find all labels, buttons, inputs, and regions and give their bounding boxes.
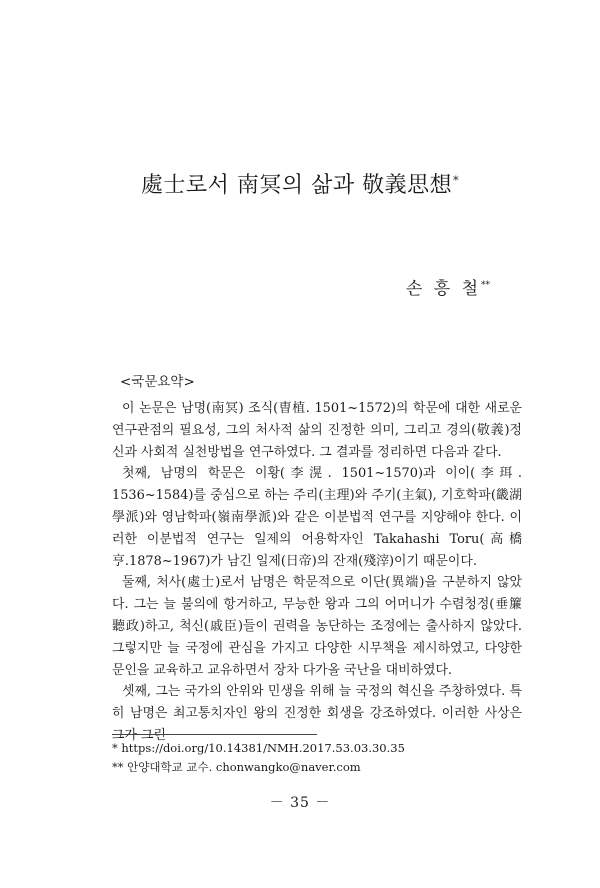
abstract-paragraph: 첫째, 남명의 학문은 이황(李滉. 1501~1570)과 이이(李珥. 1536~1584)를 중심으로 하는 주리(主理)와 주기(主氣), 기호학파(畿湖學派)와 영남학파(嶺南學派)와 같은 이분법적 연구를 지양해야 한다. 이러한 이분법적 연구는 일제의 어용학자인 Takahashi Toru(高橋亨.1878~1967)가 남긴 일제(日帝)의 잔재(殘滓)이기 때문이다. (112, 466, 522, 569)
abstract-body (112, 398, 522, 747)
abstract-paragraph: 셋째, 그는 국가의 안위와 민생을 위해 늘 국정의 혁신을 주창하였다. 특히 남명은 최고통치자인 왕의 진정한 회생을 강조하였다. 이러한 사상은 그가 그린 (112, 684, 522, 743)
title-footnote-mark: * (453, 173, 460, 187)
abstract-paragraph: 둘째, 처사(處士)로서 남명은 학문적으로 이단(異端)을 구분하지 않았다. 그는 늘 불의에 항거하고, 무능한 왕과 그의 어머니가 수렴청정(垂簾聽政)하고, 척신(戚臣)들이 권력을 농단하는 조정에는 출사하지 않았다. 그렇지만 늘 국정에 관심을 가지고 다양한 시무책을 제시하였고, 다양한 문인을 교육하고 교유하면서 장차 다가올 국난을 대비하였다. (112, 575, 522, 678)
abstract-paragraph: 이 논문은 남명(南冥) 조식(曺植. 1501~1572)의 학문에 대한 새로운 연구관점의 필요성, 그의 처사적 삶의 진정한 의미, 그리고 경의(敬義)정신과 사회적 실천방법을 연구하였다. 그 결과를 정리하면 다음과 같다. (112, 401, 522, 460)
paper-title (0, 168, 600, 199)
paper-title-text: 處士로서 南冥의 삶과 敬義思想 (140, 173, 453, 198)
author-name: 손 흥 철 (405, 279, 481, 299)
author-line (406, 274, 490, 299)
footnote-divider (112, 734, 317, 735)
footnotes (112, 739, 532, 777)
abstract-heading: <국문요약> (120, 374, 195, 390)
footnote-author-affiliation: ** 안양대학교 교수. chonwangko@naver.com (112, 760, 361, 774)
footnote-doi: * https://doi.org/10.14381/NMH.2017.53.03.30.35 (112, 741, 405, 755)
page-number: － 35 － (269, 795, 331, 811)
author-footnote-mark: ** (481, 280, 490, 291)
